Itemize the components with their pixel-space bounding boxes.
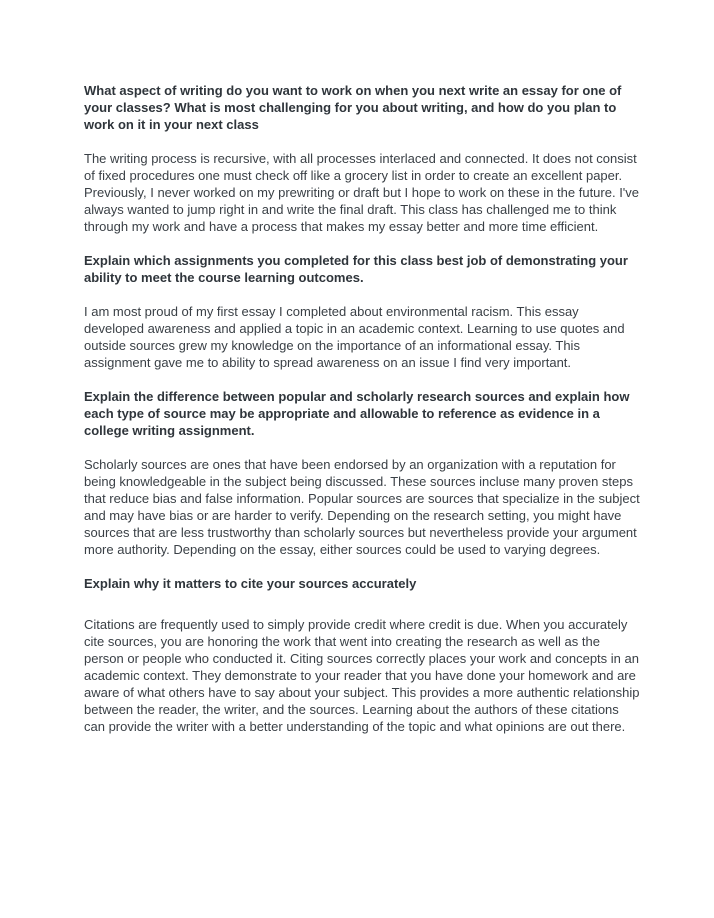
answer-paragraph-1: The writing process is recursive, with all processes interlaced and connected. It does not consist of fixed procedures one must check off like a grocery list in order to create an excellent paper. Previously, I never worked on my prewriting or draft but I hope to work on these in the future. I've always wanted to jump right in and write the final draft. This class has challenged me to think through my work and have a process that makes my essay better and more time efficient. (84, 151, 640, 234)
spacer (84, 558, 640, 575)
question-heading-3: Explain the difference between popular and scholarly research sources and explain how each type of source may be appropriate and allowable to reference as evidence in a college writing assignment. (84, 389, 630, 438)
question-heading-4: Explain why it matters to cite your sources accurately (84, 576, 417, 591)
spacer (84, 235, 640, 252)
spacer (84, 286, 640, 303)
spacer (84, 439, 640, 456)
document-body (84, 82, 640, 735)
spacer (84, 133, 640, 150)
answer-paragraph-4: Citations are frequently used to simply provide credit where credit is due. When you accurately cite sources, you are honoring the work that went into creating the research as well as the person or people who conducted it. Citing sources correctly places your work and concepts in an academic context. They demonstrate to your reader that you have done your homework and are aware of what others have to say about your subject. This provides a more authentic relationship between the reader, the writer, and the sources. Learning about the authors of these citations can provide the writer with a better understanding of the topic and what opinions are out there. (84, 617, 640, 734)
question-heading-2: Explain which assignments you completed for this class best job of demonstrating your ability to meet the course learning outcomes. (84, 253, 628, 285)
answer-paragraph-3: Scholarly sources are ones that have been endorsed by an organization with a reputation for being knowledgeable in the subject being discussed. These sources incluse many proven steps that reduce bias and false information. Popular sources are sources that specialize in the subject and may have bias or are harder to verify. Depending on the research setting, you might have sources that are less trustworthy than scholarly sources but nevertheless provide your argument more authority. Depending on the essay, either sources could be used to varying degrees. (84, 457, 640, 557)
answer-paragraph-2: I am most proud of my first essay I completed about environmental racism. This essay developed awareness and applied a topic in an academic context. Learning to use quotes and outside sources grew my knowledge on the importance of an informational essay. This assignment gave me to ability to spread awareness on an issue I find very important. (84, 304, 625, 370)
spacer (84, 592, 640, 616)
question-heading-1: What aspect of writing do you want to work on when you next write an essay for one of your classes? What is most challenging for you about writing, and how do you plan to work on it in your next class (84, 83, 622, 132)
spacer (84, 371, 640, 388)
